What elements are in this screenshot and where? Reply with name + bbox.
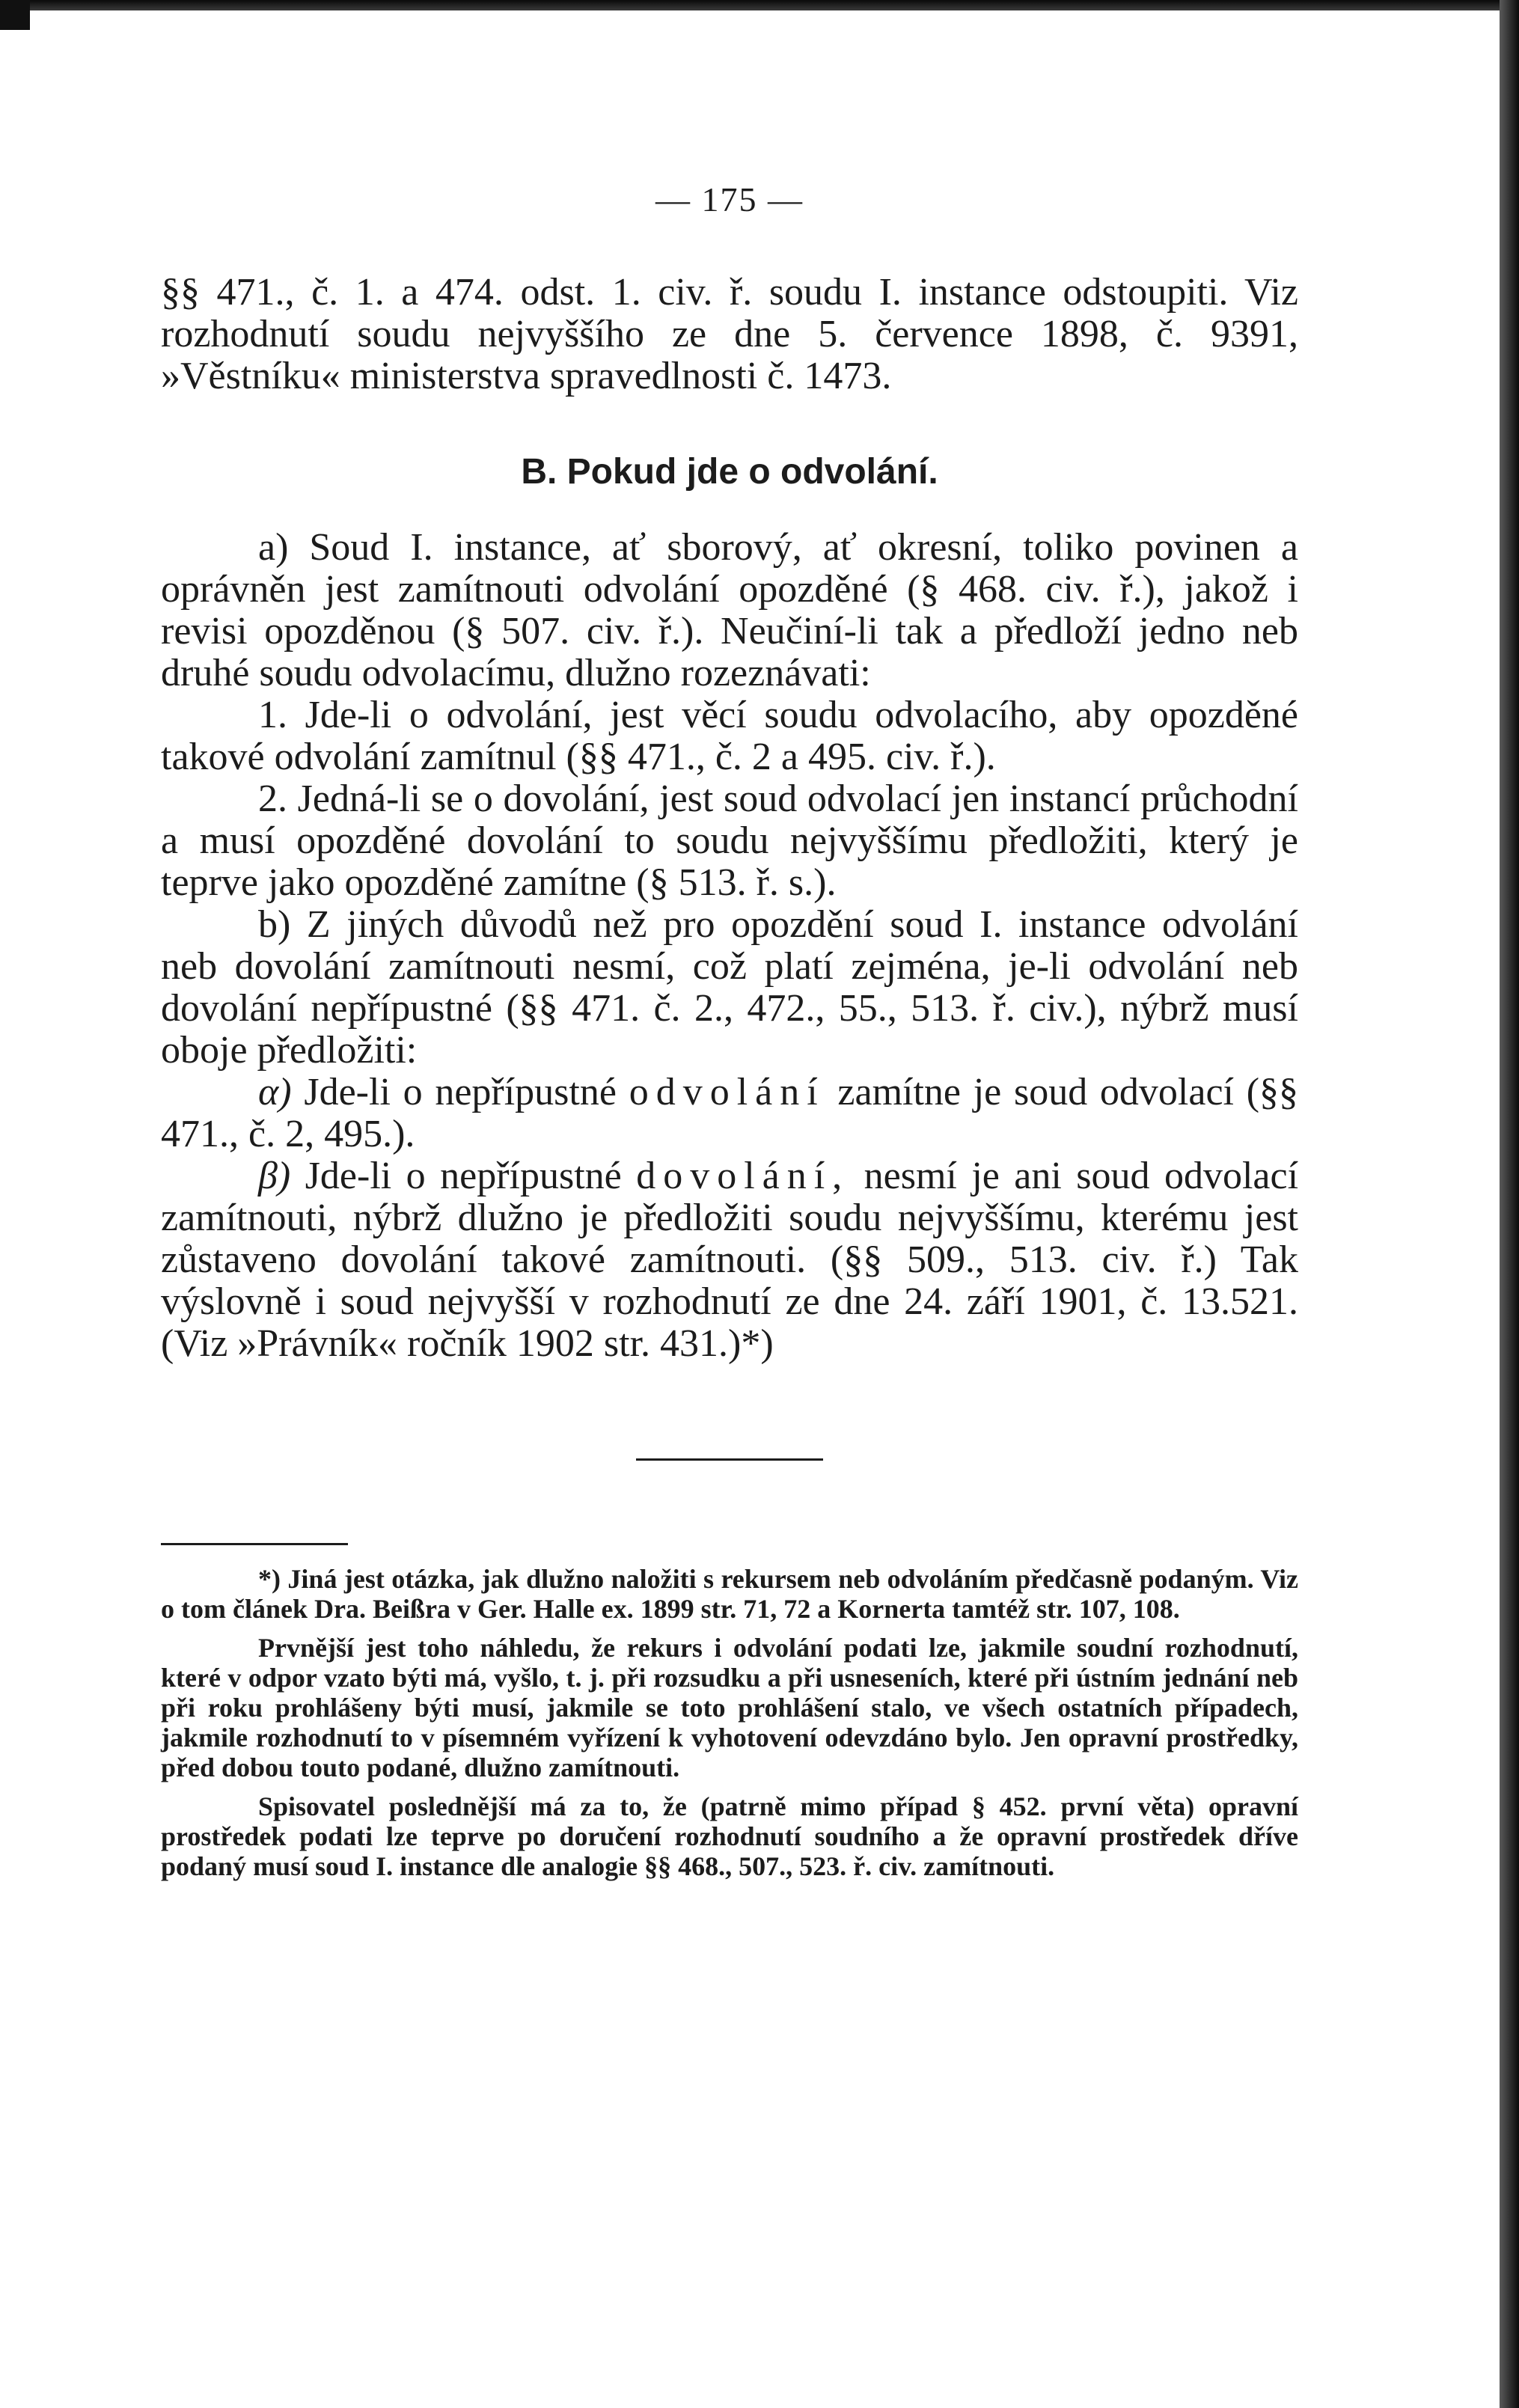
- scan-border-right: [1500, 0, 1519, 2408]
- paragraph-beta: [161, 1155, 1298, 1365]
- alpha-marker: α): [258, 1071, 292, 1113]
- beta-marker: β): [258, 1155, 291, 1197]
- intro-paragraph: §§ 471., č. 1. a 474. odst. 1. civ. ř. soudu I. instance odstoupiti. Viz rozhodnutí soudu nejvyššího ze dne 5. července 1898, č. 9391, »Věstníku« ministerstva spravedlnosti č. 1473.: [161, 271, 1298, 397]
- section-heading-b: B. Pokud jde o odvolání.: [521, 452, 938, 492]
- beta-text-start: Jde-li o nepřípustné: [305, 1155, 622, 1197]
- page-number: — 175 —: [655, 180, 804, 219]
- scan-border-top: [0, 0, 1519, 10]
- point-1: 1. Jde-li o odvolání, jest věcí soudu odvolacího, aby opozděné takové odvolání zamítnul (§§ 471., č. 2 a 495. civ. ř.).: [161, 694, 1298, 778]
- page-content: [161, 180, 1298, 1890]
- footnote-divider: [161, 1543, 348, 1545]
- paragraph-b: b) Z jiných důvodů než pro opozdění soud I. instance odvolání neb dovolání zamítnouti nesmí, což platí zejména, je-li odvolání neb dovolání nepřípustné (§§ 471. č. 2., 472., 55., 513. ř. civ.), nýbrž musí oboje předložiti:: [161, 903, 1298, 1072]
- section-divider: [636, 1458, 823, 1461]
- footnote-2: Prvnější jest toho náhledu, že rekurs i odvolání podati lze, jakmile soudní rozhodnutí, které v odpor vzato býti má, vyšlo, t. j. při rozsudku a při usneseních, které při ústním jednání neb při roku prohlášeny býti musí, jakmile se toto prohlášení stalo, ve všech ostatních případech, jakmile rozhodnutí to v písemném vyřízení k vyhotovení odevzdáno bylo. Jen opravní prostředky, před dobou touto podané, dlužno zamítnouti.: [161, 1633, 1298, 1782]
- beta-emphasis: dovolání,: [636, 1155, 850, 1197]
- alpha-text-end: zamítne je soud odvolací (§§ 471., č. 2, 495.).: [161, 1071, 1299, 1155]
- footnote-3: Spisovatel poslednější má za to, že (patrně mimo případ § 452. první věta) opravní prostředek podati lze teprve po doručení rozhodnutí soudního a že opravní prostředek dříve podaný musí soud I. instance dle analogie §§ 468., 507., 523. ř. civ. zamítnouti.: [161, 1791, 1298, 1881]
- paragraph-alpha: [161, 1072, 1298, 1155]
- beta-text-end: nesmí je ani soud odvolací zamítnouti, nýbrž dlužno je předložiti soudu nejvyššímu, kterému jest zůstaveno dovolání takové zamítnouti. (§§ 509., 513. civ. ř.) Tak výslovně i soud nejvyšší v rozhodnutí ze dne 24. září 1901, č. 13.521. (Viz »Právník« ročník 1902 str. 431.)*): [161, 1155, 1299, 1365]
- scan-border-corner: [0, 0, 30, 30]
- footnotes: [161, 1564, 1298, 1881]
- point-2: 2. Jedná-li se o dovolání, jest soud odvolací jen instancí průchodní a musí opozděné dovolání to soudu nejvyššímu předložiti, který je teprve jako opozděné zamítne (§ 513. ř. s.).: [161, 777, 1298, 904]
- alpha-emphasis: odvolání: [629, 1071, 825, 1113]
- alpha-text-start: Jde-li o nepřípustné: [304, 1071, 617, 1113]
- footnote-1: *) Jiná jest otázka, jak dlužno naložiti s rekursem neb odvoláním předčasně podaným. Viz o tom článek Dra. Beißra v Ger. Halle ex. 1899 str. 71, 72 a Kornerta tamtéž str. 107, 108.: [161, 1564, 1298, 1624]
- paragraph-a: a) Soud I. instance, ať sborový, ať okresní, toliko povinen a oprávněn jest zamítnouti odvolání opozděné (§ 468. civ. ř.), jakož i revisi opozděnou (§ 507. civ. ř.). Neučiní-li tak a předloží jedno neb druhé soudu odvolacímu, dlužno rozeznávati:: [161, 526, 1298, 694]
